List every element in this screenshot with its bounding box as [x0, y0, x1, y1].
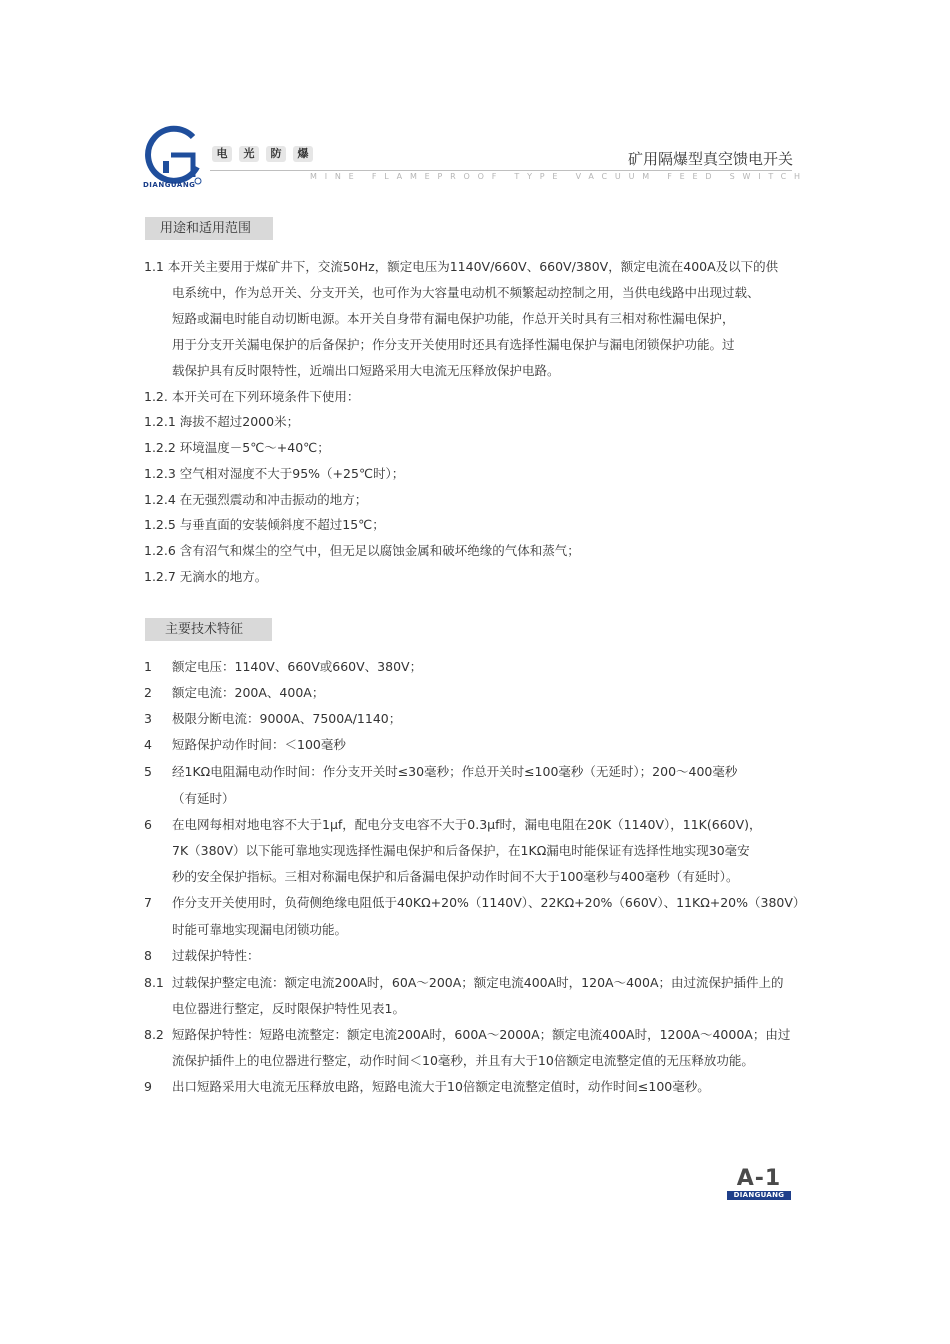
list-item: 1.2.6 含有沼气和煤尘的空气中，但无足以腐蚀金属和破坏绝缘的气体和蒸气；	[144, 543, 580, 558]
section-heading-usage: 用途和适用范围	[145, 217, 273, 240]
list-item: 1.2.2 环境温度－5℃～+40℃；	[144, 440, 330, 455]
list-item: 1.2.5 与垂直面的安装倾斜度不超过15℃；	[144, 517, 385, 532]
brand-char: 防	[266, 146, 286, 162]
list-item: 1.2.7 无滴水的地方。	[144, 569, 268, 584]
list-number: 4	[144, 737, 152, 752]
list-number: 2	[144, 685, 152, 700]
header-divider	[210, 170, 792, 171]
brand-char: 光	[239, 146, 259, 162]
list-number: 8.2	[144, 1027, 164, 1042]
document-subtitle: MINE FLAMEPROOF TYPE VACUUM FEED SWITCH	[310, 172, 808, 181]
list-item: 过载保护特性：	[172, 948, 260, 963]
paragraph-line: 1.2. 本开关可在下列环境条件下使用：	[144, 389, 360, 404]
list-item: 出口短路采用大电流无压释放电路，短路电流大于10倍额定电流整定值时，动作时间≤100毫秒。	[172, 1079, 710, 1094]
list-item: 作分支开关使用时，负荷侧绝缘电阻低于40KΩ+20%（1140V）、22KΩ+20%（660V）、11KΩ+20%（380V）	[172, 895, 806, 910]
company-logo	[143, 125, 205, 187]
page-number-badge	[727, 1167, 791, 1200]
brand-name	[212, 146, 313, 162]
paragraph-line: 短路或漏电时能自动切断电源。本开关自身带有漏电保护功能，作总开关时具有三相对称性漏电保护，	[172, 311, 735, 326]
list-item: 额定电压：1140V、660V或660V、380V；	[172, 659, 423, 674]
list-number: 5	[144, 764, 152, 779]
list-item: 短路保护动作时间：＜100毫秒	[172, 737, 346, 752]
brand-char: 爆	[293, 146, 313, 162]
page-number: A-1	[736, 1166, 782, 1191]
list-number: 6	[144, 817, 152, 832]
list-item-continuation: 7K（380V）以下能可靠地实现选择性漏电保护和后备保护，在1KΩ漏电时能保证有选择性地实现30毫安	[172, 843, 750, 858]
list-item: 1.2.3 空气相对湿度不大于95%（+25℃时）；	[144, 466, 405, 481]
list-item: 额定电流：200A、400A；	[172, 685, 325, 700]
paragraph-line: 载保护具有反时限特性，近端出口短路采用大电流无压释放保护电路。	[172, 363, 560, 378]
section-heading-specs: 主要技术特征	[145, 618, 272, 641]
list-item-continuation: 时能可靠地实现漏电闭锁功能。	[172, 922, 348, 937]
paragraph-line: 用于分支开关漏电保护的后备保护；作分支开关使用时还具有选择性漏电保护与漏电闭锁保护功能。过	[172, 337, 735, 352]
logo-caption: DIANGUANG	[143, 181, 196, 189]
list-item: 极限分断电流：9000A、7500A/1140；	[172, 711, 402, 726]
list-item-continuation: 流保护插件上的电位器进行整定，动作时间＜10毫秒，并且有大于10倍额定电流整定值的无压释放功能。	[172, 1053, 754, 1068]
list-item: 经1KΩ电阻漏电动作时间：作分支开关时≤30毫秒；作总开关时≤100毫秒（无延时）；200～400毫秒	[172, 764, 738, 779]
logo-g-mark-icon	[143, 125, 205, 187]
list-item: 短路保护特性：短路电流整定：额定电流200A时，600A～2000A；额定电流400A时，1200A～4000A；由过	[172, 1027, 791, 1042]
list-number: 1	[144, 659, 152, 674]
list-item-continuation: （有延时）	[172, 791, 235, 806]
list-item: 过载保护整定电流：额定电流200A时，60A～200A；额定电流400A时，120A～400A；由过流保护插件上的	[172, 975, 784, 990]
list-item: 1.2.4 在无强烈震动和冲击振动的地方；	[144, 492, 368, 507]
list-number: 8.1	[144, 975, 164, 990]
brand-char: 电	[212, 146, 232, 162]
list-item-continuation: 秒的安全保护指标。三相对称漏电保护和后备漏电保护动作时间不大于100毫秒与400毫秒（有延时）。	[172, 869, 739, 884]
list-item-continuation: 电位器进行整定，反时限保护特性见表1。	[172, 1001, 405, 1016]
list-item: 1.2.1 海拔不超过2000米；	[144, 414, 300, 429]
list-item: 在电网每相对地电容不大于1μf，配电分支电容不大于0.3μf时，漏电电阻在20K（1140V），11K(660V)，	[172, 817, 762, 832]
paragraph-line: 1.1 本开关主要用于煤矿井下，交流50Hz，额定电压为1140V/660V、660V/380V，额定电流在400A及以下的供	[144, 259, 779, 274]
document-title: 矿用隔爆型真空馈电开关	[628, 150, 794, 168]
page-brand-strip: DIANGUANG	[727, 1191, 791, 1200]
list-number: 9	[144, 1079, 152, 1094]
paragraph-line: 电系统中，作为总开关、分支开关，也可作为大容量电动机不频繁起动控制之用，当供电线路中出现过载、	[172, 285, 760, 300]
list-number: 7	[144, 895, 152, 910]
list-number: 8	[144, 948, 152, 963]
list-number: 3	[144, 711, 152, 726]
